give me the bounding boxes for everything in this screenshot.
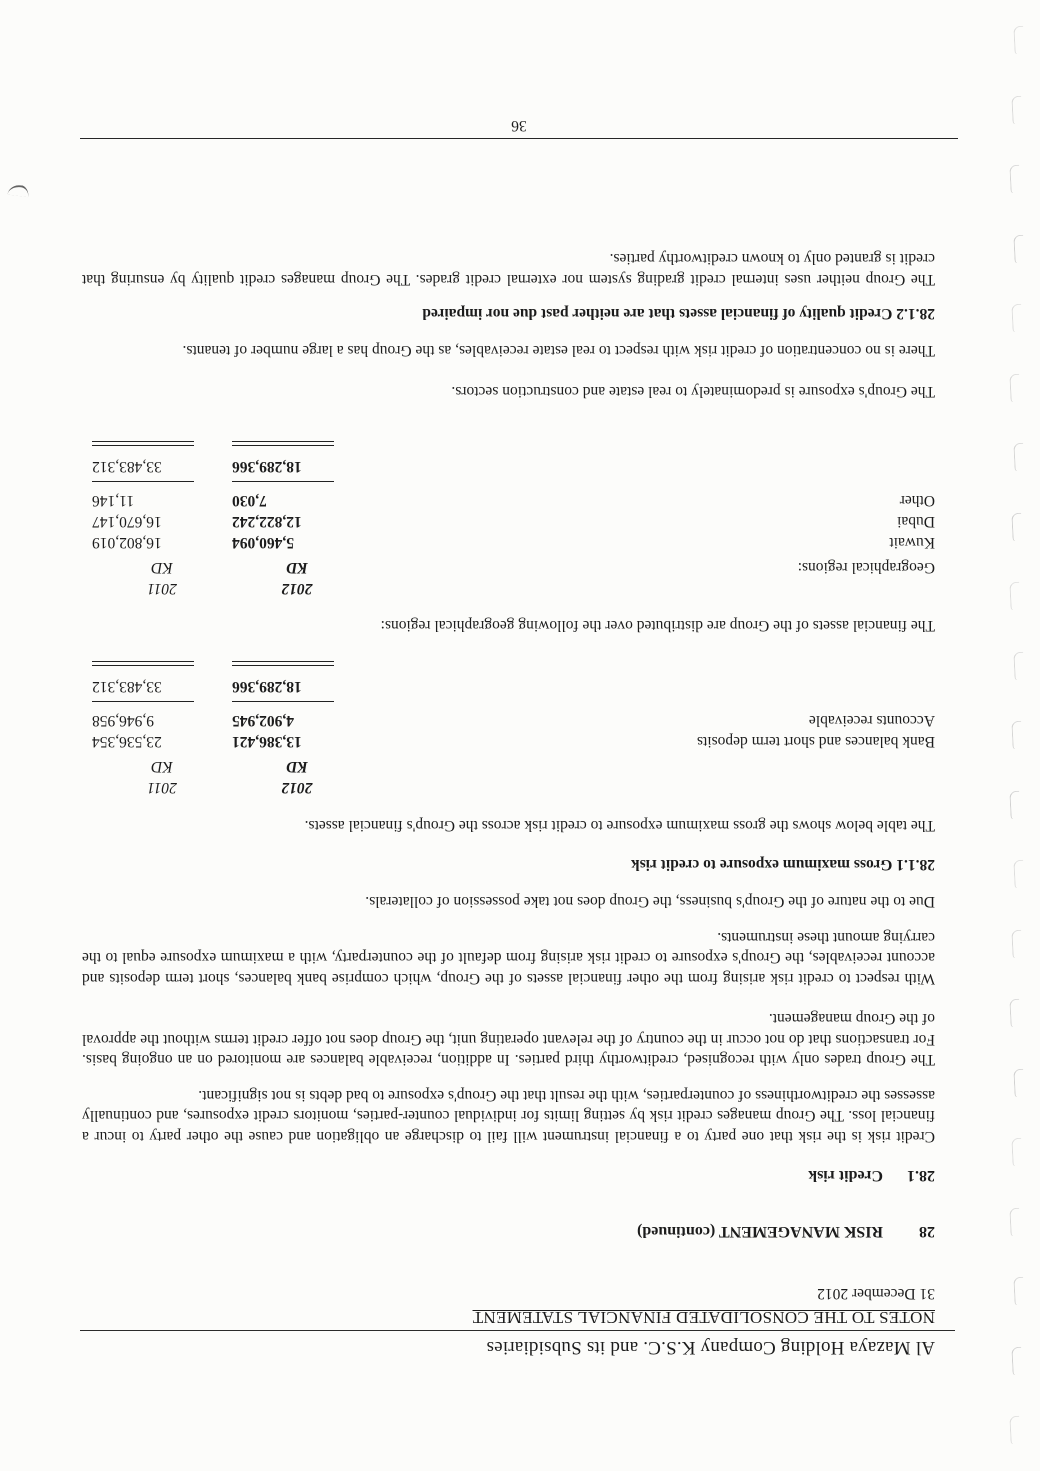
table-row bbox=[82, 732, 935, 753]
row-value-2012: 12,822,242 bbox=[232, 513, 302, 530]
row-label: Kuwait bbox=[889, 534, 935, 551]
table-row bbox=[82, 532, 935, 553]
year-2012-header: 2012 bbox=[281, 779, 313, 797]
total-2012: 18,289,366 bbox=[232, 456, 334, 482]
kd-2012-header: KD bbox=[286, 559, 308, 576]
paragraph-sector-exposure: The Group's exposure is predominately to real estate and construction sectors. bbox=[451, 383, 935, 400]
table-currency-header-row bbox=[82, 557, 935, 578]
double-rule bbox=[92, 441, 194, 446]
paragraph-credit-risk-definition: Credit risk is the risk that one party to a financial instrument will fail to discharge an obligation and cause the other party to incur a financial loss. The Group manages credit risk by setting limits for individual counter-parties, monitors credit exposures, and continually assesses the creditworthiness of counterparties, with the result that the Group's exposure to bad debts is not significant. bbox=[82, 1087, 935, 1145]
total-2011: 33,483,312 bbox=[92, 456, 194, 482]
row-value-2011: 16,670,147 bbox=[92, 513, 162, 530]
paragraph-table-intro: The table below shows the gross maximum exposure to credit risk across the Group's financial assets. bbox=[304, 817, 935, 834]
gross-exposure-table bbox=[82, 656, 935, 799]
header-rule bbox=[80, 1330, 955, 1331]
table-total-row bbox=[82, 456, 935, 482]
row-value-2012: 5,460,094 bbox=[232, 534, 294, 551]
row-value-2012: 4,902,945 bbox=[232, 712, 294, 730]
table-row bbox=[82, 711, 935, 732]
double-rule bbox=[232, 441, 334, 446]
page-content bbox=[82, 248, 935, 1471]
kd-2012-header: KD bbox=[286, 758, 308, 776]
kd-2011-header: KD bbox=[151, 559, 173, 576]
row-value-2011: 9,946,958 bbox=[92, 712, 154, 730]
section-28-1-number: 28.1 bbox=[907, 1167, 935, 1184]
paragraph-geographical-intro: The financial assets of the Group are distributed over the following geographical regions: bbox=[380, 617, 935, 635]
paragraph-other-financial-assets: With respect to credit risk arising from the other financial assets of the Group, which comprise bank balances, short term deposits and account receivables, the Group's exposure to credit risk arising from default of the counterparty, with a maximum exposure equal to the carrying amount these instruments. bbox=[82, 929, 935, 987]
geographical-regions-label: Geographical regions: bbox=[797, 559, 935, 576]
paragraph-trades-creditworthy: The Group trades only with recognised, creditworthy third parties. In addition, receivable balances are monitored on an ongoing basis. For transactions that do not occur in the country of the relevant operating unit, the Group does not offer credit terms without the approval of the Group management. bbox=[82, 1010, 935, 1069]
geographical-regions-table bbox=[82, 435, 935, 599]
page-number: 36 bbox=[511, 117, 527, 134]
total-2012: 18,289,366 bbox=[232, 677, 334, 703]
table-year-header-row bbox=[82, 778, 935, 799]
document-title: NOTES TO THE CONSOLIDATED FINANCIAL STATEMENT bbox=[472, 1308, 935, 1327]
year-2011-header: 2011 bbox=[147, 580, 177, 597]
year-2011-header: 2011 bbox=[147, 779, 177, 797]
statement-date: 31 December 2012 bbox=[817, 1285, 935, 1302]
total-2011: 33,483,312 bbox=[92, 677, 194, 703]
section-28-1-1-heading: 28.1.1 Gross maximum exposure to credit risk bbox=[631, 856, 935, 873]
row-label: Dubai bbox=[897, 513, 935, 530]
section-28-1-2-heading: 28.1.2 Credit quality of financial assets that are neither past due nor impaired bbox=[422, 305, 935, 322]
double-rule bbox=[232, 662, 334, 667]
row-label: Other bbox=[899, 492, 935, 509]
row-value-2011: 16,802,019 bbox=[92, 534, 162, 551]
table-double-rule-row bbox=[82, 435, 935, 456]
double-rule bbox=[92, 662, 194, 667]
company-name: Al Mazaya Holding Company K.S.C. and its Subsidiaries bbox=[486, 1337, 935, 1358]
table-row bbox=[82, 490, 935, 511]
row-value-2012: 7,030 bbox=[232, 492, 267, 509]
section-28-title: RISK MANAGEMENT (continued) bbox=[637, 1223, 883, 1240]
row-label: Bank balances and short term deposits bbox=[696, 733, 935, 751]
kd-2011-header: KD bbox=[151, 758, 173, 776]
section-28-number: 28 bbox=[919, 1223, 935, 1240]
table-row bbox=[82, 511, 935, 532]
paragraph-collaterals: Due to the nature of the Group's business, the Group does not take possession of collaterals. bbox=[365, 893, 935, 911]
section-28-1-title: Credit risk bbox=[808, 1167, 883, 1184]
table-year-header-row bbox=[82, 578, 935, 599]
row-value-2011: 23,536,354 bbox=[92, 733, 162, 751]
section-28-heading bbox=[82, 1222, 935, 1240]
row-value-2011: 11,146 bbox=[92, 492, 135, 509]
paragraph-no-concentration: There is no concentration of credit risk with respect to real estate receivables, as the Group has a large number of tenants. bbox=[182, 342, 935, 360]
table-double-rule-row bbox=[82, 656, 935, 677]
year-2012-header: 2012 bbox=[281, 580, 313, 597]
row-label: Accounts receivable bbox=[808, 712, 935, 730]
row-value-2012: 13,386,421 bbox=[232, 733, 302, 751]
table-total-row bbox=[82, 677, 935, 703]
section-28-1-heading bbox=[82, 1166, 935, 1184]
paragraph-credit-quality: The Group neither uses internal credit grading system nor external credit grades. The Group manages credit quality by ensuring that credit is granted only to known creditworthy parties. bbox=[82, 250, 935, 288]
table-currency-header-row bbox=[82, 757, 935, 778]
footer-rule bbox=[80, 116, 958, 139]
